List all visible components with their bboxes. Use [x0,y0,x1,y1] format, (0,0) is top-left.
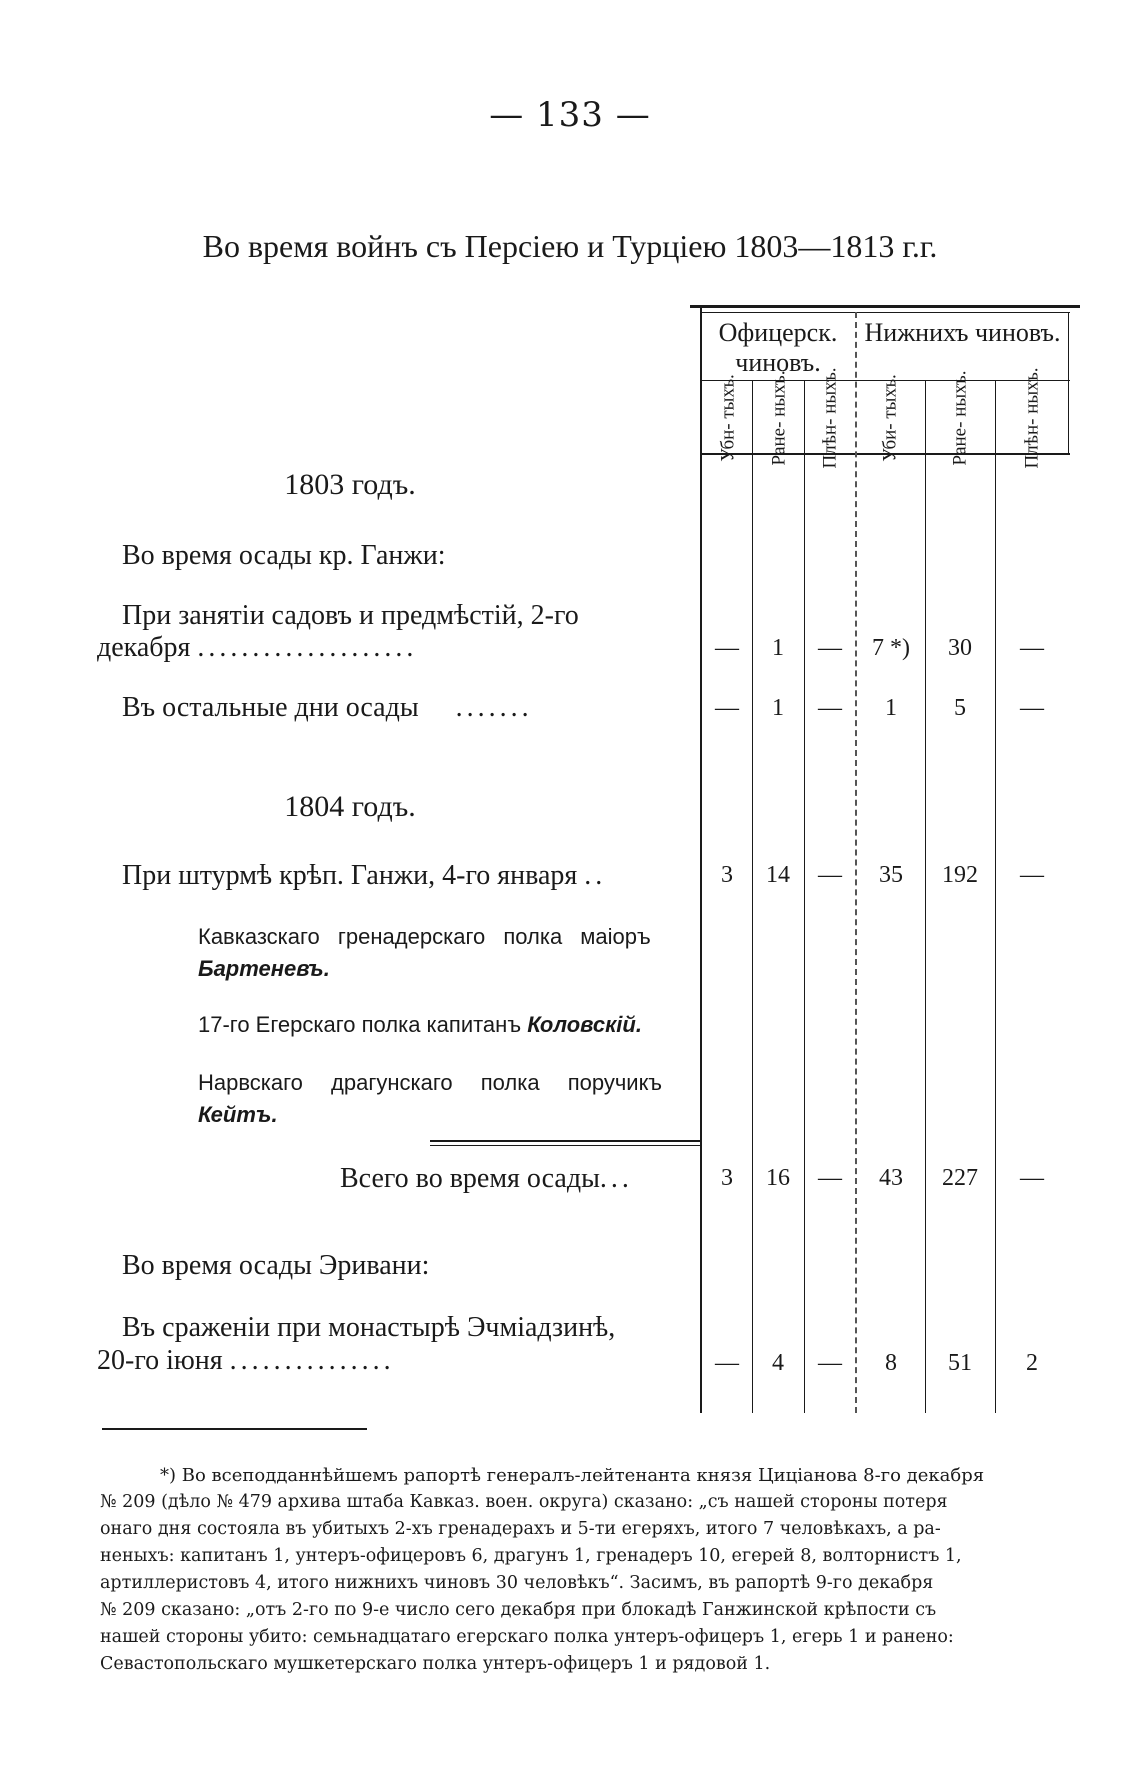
sub-lower-wounded [940,370,980,466]
table-right-border [1068,312,1069,455]
cell: 51 [948,1350,972,1376]
row3-label [122,860,606,892]
footnote-line: № 209 (дѣло № 479 архива штаба Кавказ. воен. округа) сказано: „съ нашей стороны потеря [100,1492,948,1512]
leader-dots: ............... [229,1345,395,1376]
footnote-line: неныхъ: капитанъ 1, унтеръ-офицеровъ 6, драгунъ 1, гренадеръ 10, егерей 8, волторнистъ 1, [100,1546,962,1566]
footnote-rule [102,1428,367,1430]
section-siege-erivan: Во время осады Эривани: [122,1250,430,1281]
sub-officers-captured [810,367,850,469]
officers-header: Офицерск. чиновъ. [718,318,838,377]
cell: 8 [885,1350,897,1376]
cell: 4 [772,1350,784,1376]
sub-label: Плѣн- ныхъ. [819,367,841,469]
footnote-line: артиллеристовъ 4, итого нижнихъ чиновъ 30 человѣкъ“. Засимъ, въ рапортѣ 9-го декабря [100,1573,934,1593]
page-title: Во время войнъ съ Персіею и Турціею 1803—1813 г.г. [202,228,938,264]
sub-lower-captured [1012,367,1052,469]
group-divider [855,312,857,1413]
officer-name: Кейтъ. [198,1102,278,1127]
sub-label: Ране- ныхъ. [768,370,790,466]
cell: — [818,862,842,888]
cell: 7 *) [872,635,910,661]
cell: 30 [948,635,972,661]
leader-dots: ... [599,1163,633,1194]
cell: 5 [954,695,966,721]
total-rule [430,1140,700,1142]
cell: 35 [879,862,903,888]
col-divider-5 [995,380,996,1413]
row4-label-line2 [97,1345,395,1377]
table-top-rule-2 [700,312,1070,313]
total-label-text: Всего во время осады [340,1163,600,1194]
cell: 43 [879,1165,903,1191]
leader-dots: .................... [197,632,418,663]
row2-label [122,692,533,724]
sub-officers-killed [708,374,748,462]
row3-label-text: При штурмѣ крѣп. Ганжи, 4-го января [122,860,578,891]
killed-note-2 [198,1008,642,1042]
cell: 227 [942,1165,978,1191]
leader-dots: .. [584,860,607,891]
total-rule-2 [430,1145,700,1146]
cell: 192 [942,862,978,888]
sub-label: Плѣн- ныхъ. [1021,367,1043,469]
row1-label-line2-text: декабря [97,632,191,663]
col-divider-4 [925,380,926,1413]
row1-label-line1: При занятіи садовъ и предмѣстій, 2-го [122,600,579,631]
col-divider-2 [804,380,805,1413]
cell: 16 [766,1165,790,1191]
lower-ranks-header: Нижнихъ чиновъ. [864,318,1061,347]
table-top-rule [690,305,1080,308]
footnote-line: *) Во всеподданнѣйшемъ рапортѣ генералъ-лейтенанта князя Циціанова 8-го декабря [160,1465,985,1486]
row2-label-text: Въ остальные дни осады [122,692,419,723]
killed-note-3-name [198,1098,278,1132]
leader-dots: ....... [455,692,533,723]
sub-label: Убн- тыхъ. [717,374,739,462]
note-prefix: Кавказскаго гренадерскаго полка маіоръ [198,924,651,949]
row1-label-line2 [97,632,417,664]
note-prefix: Нарвскаго драгунскаго полка поручикъ [198,1070,662,1095]
footnote-line: Севастопольскаго мушкетерскаго полка унтеръ-офицеръ 1 и рядовой 1. [100,1654,771,1674]
cell: — [715,1350,739,1376]
total-label [340,1163,633,1195]
cell: — [818,635,842,661]
section-siege-ganja: Во время осады кр. Ганжи: [122,540,446,571]
killed-note-1-name [198,952,330,986]
cell: — [715,695,739,721]
sub-label: Уби- тыхъ. [879,374,901,462]
footnote-line: № 209 сказано: „отъ 2-го по 9-е число сего декабря при блокадѣ Ганжинской крѣпости съ [100,1600,937,1620]
cell: — [1020,862,1044,888]
cell: 14 [766,862,790,888]
cell: — [715,635,739,661]
cell: 2 [1026,1350,1038,1376]
table-left-border [700,308,702,1413]
cell: 1 [885,695,897,721]
killed-note-3 [198,1066,662,1100]
cell: — [1020,695,1044,721]
sub-officers-wounded [759,370,799,466]
note-prefix: 17-го Егерскаго полка капитанъ [198,1012,522,1037]
row4-label-line2-text: 20-го іюня [97,1345,223,1376]
sub-label: Ране- ныхъ. [949,370,971,466]
footnote-line: онаго дня состояла въ убитыхъ 2-хъ гренадерахъ и 5-ти егеряхъ, итого 7 человѣкахъ, а ра- [100,1519,941,1539]
cell: 1 [772,635,784,661]
cell: 1 [772,695,784,721]
year-1804: 1804 годъ. [284,790,416,823]
cell: — [818,1350,842,1376]
year-1803: 1803 годъ. [284,468,416,501]
cell: — [1020,635,1044,661]
cell: 3 [721,862,733,888]
cell: 3 [721,1165,733,1191]
cell: — [1020,1165,1044,1191]
footnote-line: нашей стороны убито: семьнадцатаго егерскаго полка унтеръ-офицеръ 1, егерь 1 и ранено: [100,1627,954,1647]
col-divider-1 [752,380,753,1413]
killed-note-1 [198,920,651,954]
page-number: — 133 — [489,95,651,135]
officer-name: Бартеневъ. [198,956,330,981]
row4-label-line1: Въ сраженіи при монастырѣ Эчміадзинѣ, [122,1312,616,1343]
cell: — [818,695,842,721]
sub-lower-killed [870,374,910,462]
cell: — [818,1165,842,1191]
officer-name: Коловскій. [527,1012,642,1037]
